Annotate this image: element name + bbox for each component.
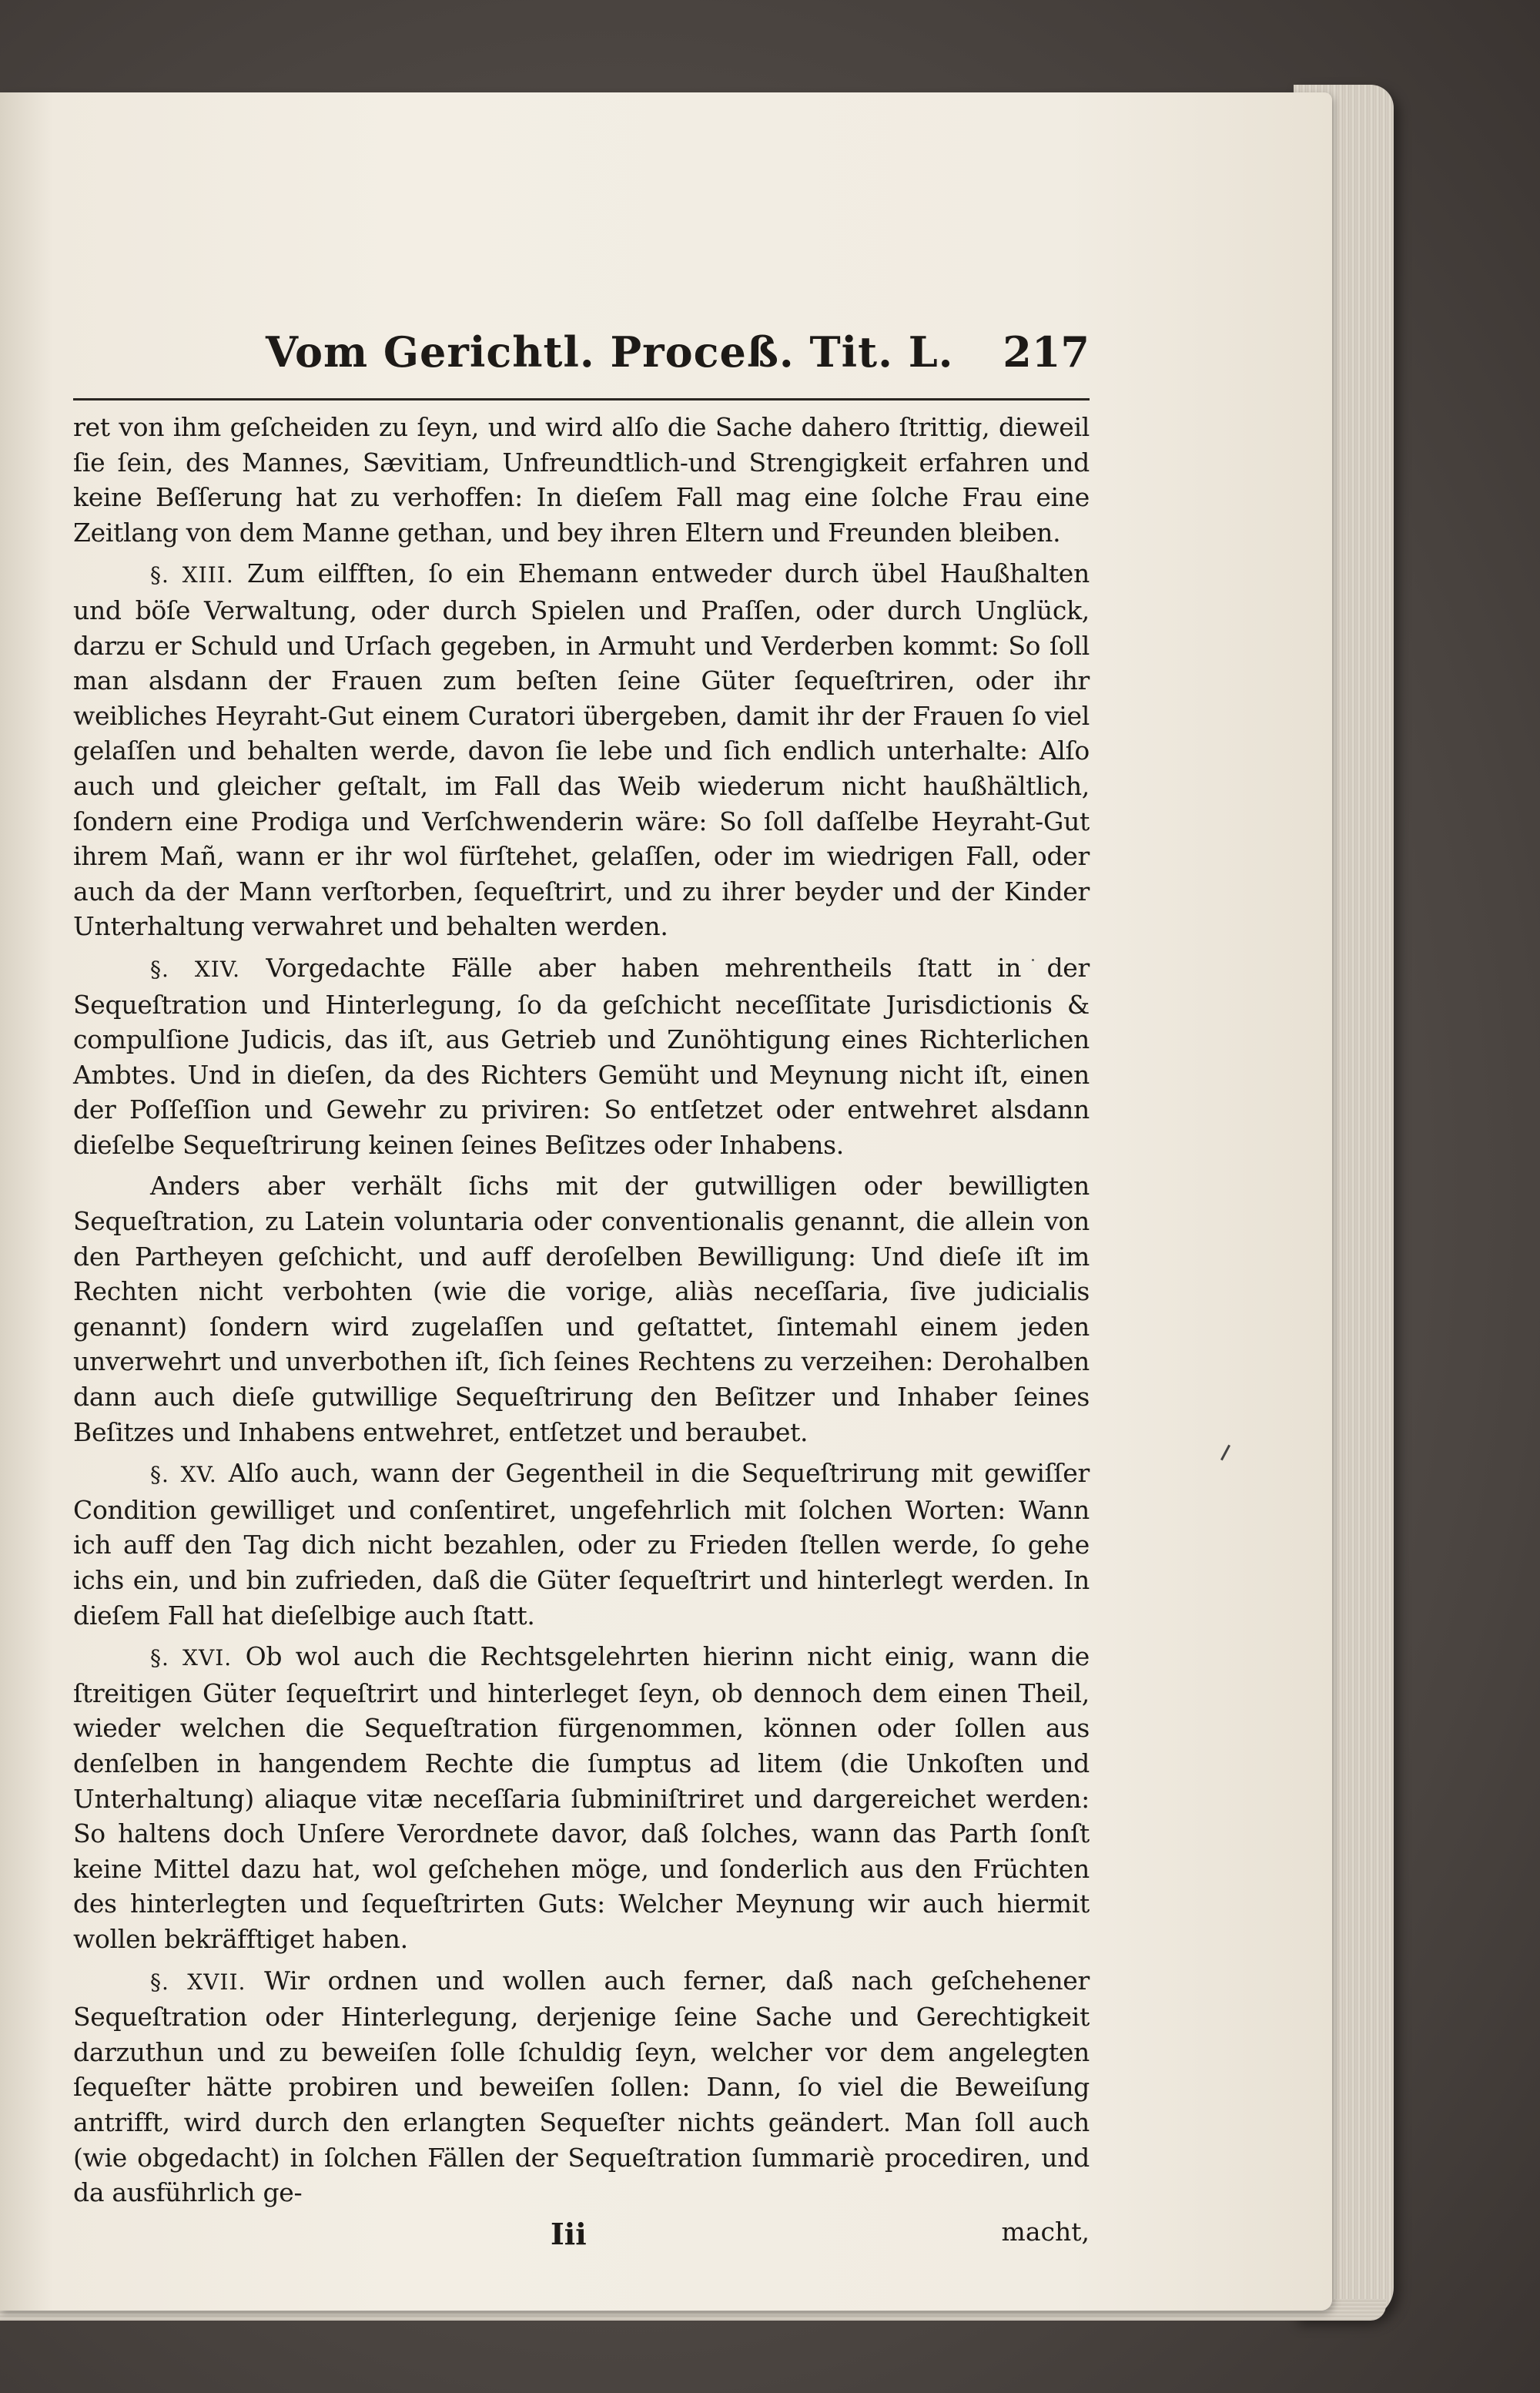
running-head [73,327,1090,398]
page-footer [73,2217,1090,2263]
section-13-text: Zum eilfften, ſo ein Ehemann entweder durch übel Haußhalten und böſe Verwaltung, oder durch Spielen und Praſſen, oder durch Unglück, darzu er Schuld und Urſach gegeben, in Armuht und Verderben kommt: So ſoll man alsdann der Frauen zum beſten ſeine Güter ſequeſtriren, oder ihr weibliches Heyraht-Gut einem Curatori übergeben, damit ihr der Frauen ſo viel gelaſſen und behalten werde, davon ſie lebe und ſich endlich unterhalte: Alſo auch und gleicher geſtalt, im Fall das Weib wiederum nicht haußhältlich, ſondern eine Prodiga und Verſchwenderin wäre: So ſoll daſſelbe Heyraht-Gut ihrem Mañ, wann er ihr wol fürſtehet, gelaſſen, oder im wiedrigen Fall, oder auch da der Mann verſtorben, ſequeſtrirt, und zu ihrer beyder und der Kinder Unterhaltung verwahret und behalten werden. [73,558,1090,942]
section-15-label: §. XV. [150,1462,217,1488]
section-16-label: §. XVI. [150,1645,233,1671]
catchword: macht, [1001,2216,1090,2247]
pencil-mark [1220,1445,1230,1461]
section-17-label: §. XVII. [150,1969,246,1995]
section-16 [73,1639,1090,1956]
paragraph-anders: Anders aber verhält ſichs mit der gutwilligen oder bewilligten Sequeſtration, zu Latein voluntaria oder conventionalis genannt, die allein von den Partheyen geſchicht, und auff deroſelben Bewilligung: Und dieſe iſt im Rechten nicht verbohten (wie die vorige, aliàs neceſſaria, ſive judicialis genannt) ſondern wird zugelaſſen und geſtattet, ſintemahl einem jeden unverwehrt und unverbothen iſt, ſich ſeines Rechtens zu verzeihen: Derohalben dann auch dieſe gutwillige Sequeſtrirung den Beſitzer und Inhaber ſeines Beſitzes und Inhabens entwehret, entſetzet und beraubet. [73,1171,1090,1447]
section-14-label: §. XIV. [150,956,241,982]
section-16-text: Ob wol auch die Rechtsgelehrten hierinn nicht einig, wann die ſtreitigen Güter ſequeſtrirt und hinterleget ſeyn, ob dennoch dem einen Theil, wieder welchen die Sequeſtration fürgenommen, können oder ſollen aus denſelben in hangendem Rechte die ſumptus ad litem (die Unkoſten und Unterhaltung) aliaque vitæ neceſſaria ſubminiſtriret und dargereichet werden: So haltens doch Unſere Verordnete davor, daß ſolches, wann das Parth ſonſt keine Mittel dazu hat, wol geſchehen möge, und ſonderlich aus den Früchten des hinterlegten und ſequeſtrirten Guts: Welcher Meynung wir auch hiermit wollen bekräfftiget haben. [73,1641,1090,1954]
section-14 [73,950,1090,1163]
page-content [73,327,1090,2263]
body-text [73,410,1090,2210]
section-15 [73,1456,1090,1633]
section-13-label: §. XIII. [150,562,234,588]
section-17 [73,1963,1090,2210]
page-number: 217 [1003,327,1090,377]
section-15-text: Alſo auch, wann der Gegentheil in die Sequeſtrirung mit gewiſſer Condition gewilliget und conſentiret, ungefehrlich mit ſolchen Worten: Wann ich auff den Tag dich nicht bezahlen, oder zu Frieden ſtellen werde, ſo gehe ichs ein, und bin zufrieden, daß die Güter ſequeſtrirt und hinterlegt werden. In dieſem Fall hat dieſelbige auch ſtatt. [73,1458,1090,1631]
section-17-text: Wir ordnen und wollen auch ferner, daß nach geſchehener Sequeſtration oder Hinterlegung, derjenige ſeine Sache und Gerechtigkeit darzuthun und zu beweiſen ſolle ſchuldig ſeyn, welcher vor dem angelegten ſequeſter hätte probiren und beweiſen ſollen: Dann, ſo viel die Beweiſung antrifft, wird durch den erlangten Sequeſter nichts geändert. Man ſoll auch (wie obgedacht) in ſolchen Fällen der Sequeſtration ſummariè procediren, und da ausführlich ge- [73,1965,1090,2208]
section-13 [73,556,1090,944]
header-rule [73,398,1090,401]
section-14-text: Vorgedachte Fälle aber haben mehrentheils ſtatt in der Sequeſtration und Hinterlegung, ſo da geſchicht neceſſitate Jurisdictionis & compulſione Judicis, das iſt, aus Getrieb und Zunöhtigung eines Richterlichen Ambtes. Und in dieſen, da des Richters Gemüht und Meynung nicht iſt, einen der Poſſeſſion und Gewehr zu priviren: So entſetzet oder entwehret alsdann dieſelbe Sequeſtrirung keinen ſeines Beſitzes oder Inhabens. [73,952,1090,1160]
paragraph-intro: ret von ihm geſcheiden zu ſeyn, und wird alſo die Sache dahero ſtrittig, dieweil ſie ſein, des Mannes, Sævitiam, Unfreundtlich-und Strengigkeit erfahren und keine Beſſerung hat zu verhoffen: In dieſem Fall mag eine ſolche Frau eine Zeitlang von dem Manne gethan, und bey ihren Eltern und Freunden bleiben. [73,412,1090,548]
running-title: Vom Gerichtl. Proceß. Tit. L. [266,327,954,377]
signature-mark: Iii [551,2216,587,2251]
